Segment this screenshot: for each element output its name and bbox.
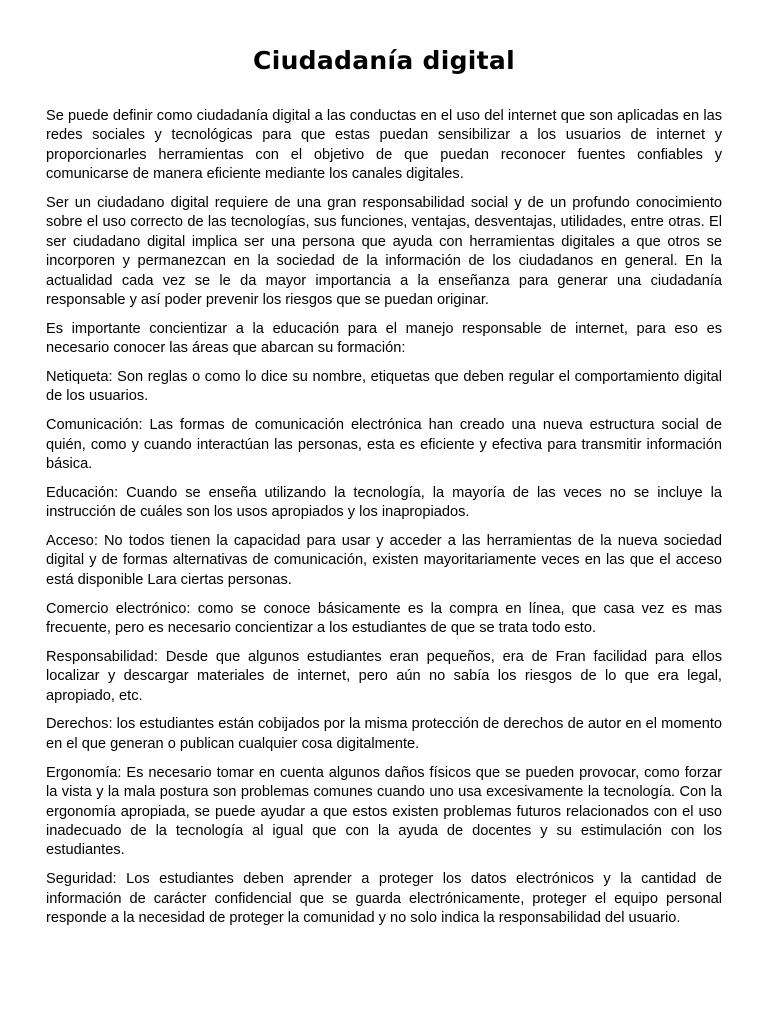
paragraph-comercio-electronico: Comercio electrónico: como se conoce básicamente es la compra en línea, que casa vez es mas frecuente, pero es necesario concientizar a los estudiantes de que se trata todo esto. — [46, 600, 722, 637]
paragraph-acceso: Acceso: No todos tienen la capacidad para usar y acceder a las herramientas de la nueva sociedad digital y de formas alternativas de comunicación, existen mayoritariamente veces en las que el acceso está disponible Lara ciertas personas. — [46, 533, 722, 588]
page-title: Ciudadanía digital — [253, 46, 515, 75]
paragraph-seguridad: Seguridad: Los estudiantes deben aprender a proteger los datos electrónicos y la cantidad de información de carácter confidencial que se guarda electrónicamente, proteger el equipo personal responde a la necesidad de proteger la comunidad y no solo indica la responsabilidad del usuario. — [46, 871, 722, 926]
paragraph-ciudadano-digital: Ser un ciudadano digital requiere de una gran responsabilidad social y de un profundo conocimiento sobre el uso correcto de las tecnologías, sus funciones, ventajas, desventajas, utilidades, entre otras. El ser ciudadano digital implica ser una persona que ayuda con herramientas digitales a que otros se incorporen y permanezcan en la sociedad de la información de los ciudadanos en general. En la actualidad cada vez se le da mayor importancia a la enseñanza para generar una ciudadanía responsable y así poder prevenir los riesgos que se puedan originar. — [46, 195, 722, 309]
paragraph-derechos: Derechos: los estudiantes están cobijados por la misma protección de derechos de autor en el momento en el que generan o publican cualquier cosa digitalmente. — [46, 716, 722, 752]
paragraph-responsabilidad: Responsabilidad: Desde que algunos estudiantes eran pequeños, era de Fran facilidad para ellos localizar y descargar materiales de internet, pero aún no sabía los riesgos de lo que era legal, apropiado, etc. — [46, 648, 722, 704]
paragraph-areas-formacion: Es importante concientizar a la educación para el manejo responsable de internet, para eso es necesario conocer las áreas que abarcan su formación: — [46, 320, 722, 357]
paragraph-comunicacion: Comunicación: Las formas de comunicación electrónica han creado una nueva estructura social de quién, como y cuando interactúan las personas, esta es eficiente y efectiva para transmitir información básica. — [46, 417, 722, 473]
paragraph-intro: Se puede definir como ciudadanía digital a las conductas en el uso del internet que son aplicadas en las redes sociales y tecnológicas para que estas puedan sensibilizar a los usuarios de internet y proporcionarles herramientas con el objetivo de que puedan reconocer fuentes confiables y comunicarse de manera eficiente mediante los canales digitales. — [46, 108, 722, 183]
paragraph-educacion: Educación: Cuando se enseña utilizando la tecnología, la mayoría de las veces no se incluye la instrucción de cuáles son los usos apropiados y los inapropiados. — [46, 484, 722, 521]
document-body — [46, 107, 722, 928]
paragraph-netiqueta: Netiqueta: Son reglas o como lo dice su nombre, etiquetas que deben regular el comportamiento digital de los usuarios. — [46, 369, 722, 405]
paragraph-ergonomia: Ergonomía: Es necesario tomar en cuenta algunos daños físicos que se pueden provocar, como forzar la vista y la mala postura son problemas comunes cuando uno usa excesivamente la tecnología. Con la ergonomía apropiada, se puede ayudar a que estos existen problemas futuros relacionados con el uso inadecuado de la tecnología al igual que con la ayuda de docentes y su estimulación con los estudiantes. — [46, 764, 722, 859]
